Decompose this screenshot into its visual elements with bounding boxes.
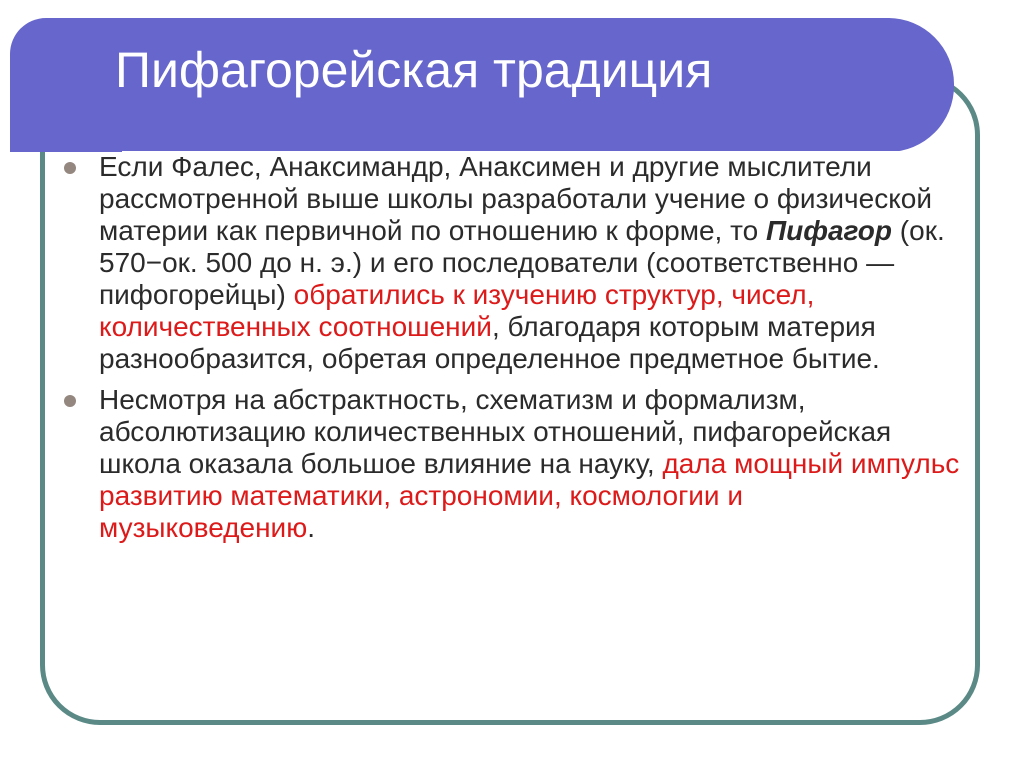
slide-title: Пифагорейская традиция	[115, 42, 713, 98]
pythagoras-name: Пифагор	[765, 215, 893, 246]
bullet-list	[64, 151, 964, 544]
bullet-text: Несмотря на абстрактность, схематизм и формализм, абсолютизацию количественных отношений, пифагорейская школа оказала большое влияние на науку,	[99, 384, 892, 479]
highlight-text: дала мощный импульс развитию математики, астрономии, космологии и музыковедению	[99, 448, 960, 543]
bullet-dot-icon	[64, 162, 76, 174]
bullet-text: , благодаря которым материя разнообразится, обретая определенное предметное бытие.	[99, 311, 880, 374]
title-bar	[10, 18, 954, 152]
bullet-item	[64, 384, 964, 544]
bullet-text: Если Фалес, Анаксимандр, Анаксимен и другие мыслители рассмотренной выше школы разработали учение о физической материи как первичной по отношению к форме, то	[99, 151, 932, 246]
bullet-text: .	[307, 512, 315, 543]
bullet-text: (ок. 570−ок. 500 до н. э.) и его последователи (соответственно — пифогорейцы)	[99, 215, 945, 310]
highlight-text: обратились к изучению структур, чисел, количественных соотношений	[99, 279, 815, 342]
bullet-dot-icon	[64, 395, 76, 407]
bullet-item	[64, 151, 964, 375]
